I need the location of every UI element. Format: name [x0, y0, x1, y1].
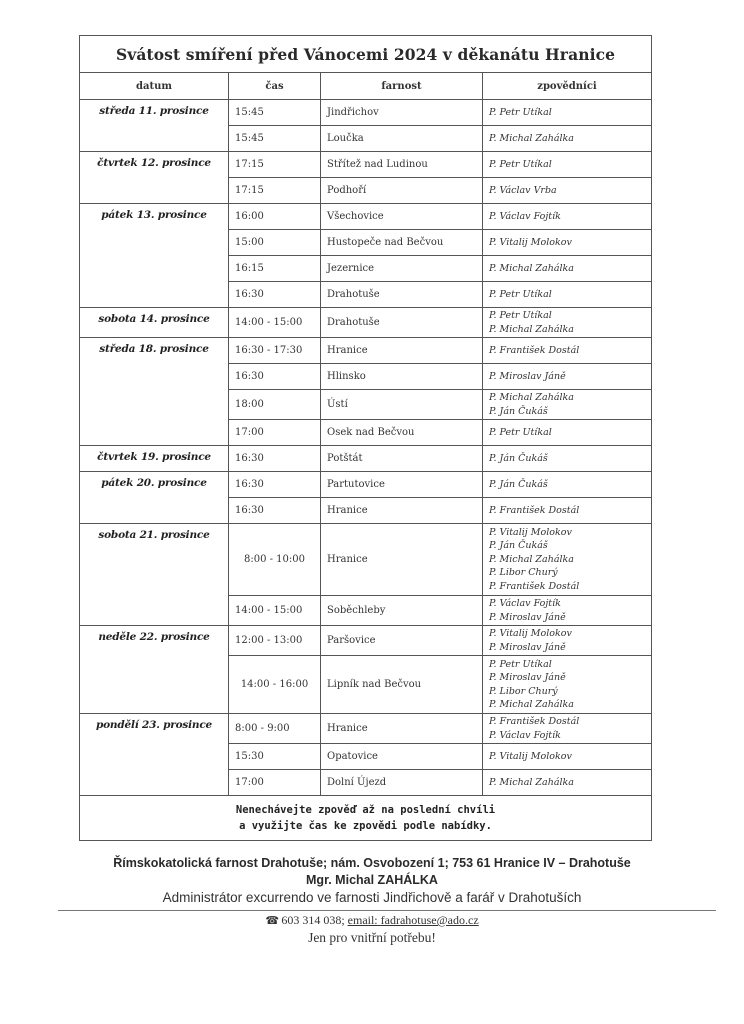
confessor-name: P. Miroslav Jáně [489, 641, 566, 653]
confessor-name: P. Miroslav Jáně [489, 672, 566, 683]
confessors-cell [483, 472, 652, 498]
confessor-name: P. Ján Čukáš [489, 452, 548, 464]
time-cell: 12:00 - 13:00 [229, 626, 321, 656]
confessor-name: P. Ján Čukáš [489, 540, 548, 552]
parish-cell: Partutovice [321, 472, 483, 498]
column-header-confessors: zpovědníci [483, 73, 652, 100]
column-header-row [80, 73, 652, 100]
confessor-name: P. Vitalij Molokov [489, 750, 572, 762]
parish-cell: Střítež nad Ludinou [321, 152, 483, 178]
table-row [80, 204, 652, 230]
parish-cell: Hranice [321, 714, 483, 744]
time-cell: 15:30 [229, 744, 321, 770]
table-row [80, 524, 652, 596]
time-cell: 14:00 - 15:00 [229, 596, 321, 626]
email-label: email: [347, 913, 378, 927]
time-cell: 17:15 [229, 178, 321, 204]
table-row [80, 714, 652, 744]
confessors-cell [483, 714, 652, 744]
time-cell: 16:30 [229, 364, 321, 390]
confessor-name: P. Michal Zahálka [489, 323, 574, 335]
confessor-name: P. Ján Čukáš [489, 478, 548, 490]
confessor-name: P. Michal Zahálka [489, 699, 574, 710]
notice [80, 796, 652, 841]
confessor-name: P. Michal Zahálka [489, 262, 574, 274]
date-cell: středa 18. prosince [80, 338, 229, 446]
parish-cell: Ústí [321, 390, 483, 420]
confessors-cell [483, 498, 652, 524]
time-cell: 14:00 - 16:00 [229, 656, 321, 714]
priest-name: Mgr. Michal ZAHÁLKA [306, 873, 438, 887]
date-cell: pátek 13. prosince [80, 204, 229, 308]
parish-cell: Dolní Újezd [321, 770, 483, 796]
confessor-name: P. Michal Zahálka [489, 776, 574, 788]
time-cell: 16:15 [229, 256, 321, 282]
confessors-cell [483, 770, 652, 796]
confessor-name: P. Petr Utíkal [489, 288, 552, 300]
time-cell: 8:00 - 9:00 [229, 714, 321, 744]
date-cell: sobota 14. prosince [80, 308, 229, 338]
parish-cell: Jezernice [321, 256, 483, 282]
confessor-name: P. Libor Churý [489, 685, 558, 697]
time-cell: 16:30 - 17:30 [229, 338, 321, 364]
schedule-table [79, 35, 652, 841]
footer-divider [58, 910, 716, 911]
parish-cell: Opatovice [321, 744, 483, 770]
time-cell: 8:00 - 10:00 [229, 524, 321, 596]
time-cell: 16:00 [229, 204, 321, 230]
confessors-cell [483, 626, 652, 656]
confessors-cell [483, 230, 652, 256]
time-cell: 15:45 [229, 126, 321, 152]
confessor-name: P. Petr Utíkal [489, 310, 552, 321]
table-row [80, 626, 652, 656]
parish-cell: Hustopeče nad Bečvou [321, 230, 483, 256]
confessor-name: P. Petr Utíkal [489, 426, 552, 438]
table-row [80, 472, 652, 498]
time-cell: 17:00 [229, 420, 321, 446]
time-cell: 18:00 [229, 390, 321, 420]
time-cell: 14:00 - 15:00 [229, 308, 321, 338]
date-cell: neděle 22. prosince [80, 626, 229, 714]
column-header-parish: farnost [321, 73, 483, 100]
document-title: Svátost smíření před Vánocemi 2024 v děkanátu Hranice [80, 36, 652, 73]
date-cell: středa 11. prosince [80, 100, 229, 152]
table-row [80, 338, 652, 364]
confessor-name: P. Miroslav Jáně [489, 611, 566, 623]
confessor-name: P. Vitalij Molokov [489, 236, 572, 248]
parish-cell: Loučka [321, 126, 483, 152]
time-cell: 17:15 [229, 152, 321, 178]
confessors-cell [483, 204, 652, 230]
notice-line-1: Nenechávejte zpověď až na poslední chvíli [235, 804, 496, 816]
confessor-name: P. Petr Utíkal [489, 158, 552, 170]
confessors-cell [483, 152, 652, 178]
confessor-name: P. Petr Utíkal [489, 106, 552, 118]
time-cell: 17:00 [229, 770, 321, 796]
confessors-cell [483, 338, 652, 364]
confessor-name: P. Petr Utíkal [489, 658, 552, 670]
time-cell: 15:00 [229, 230, 321, 256]
confessors-cell [483, 420, 652, 446]
schedule-body [80, 100, 652, 796]
parish-cell: Všechovice [321, 204, 483, 230]
confessor-name: P. František Dostál [489, 716, 580, 727]
parish-cell: Hranice [321, 524, 483, 596]
time-cell: 16:30 [229, 472, 321, 498]
parish-cell: Hranice [321, 338, 483, 364]
confessor-name: P. Václav Vrba [489, 184, 557, 196]
table-row [80, 308, 652, 338]
time-cell: 15:45 [229, 100, 321, 126]
date-cell: sobota 21. prosince [80, 524, 229, 626]
confessor-name: P. František Dostál [489, 344, 580, 356]
parish-cell: Jindřichov [321, 100, 483, 126]
confessor-name: P. Vitalij Molokov [489, 526, 572, 538]
confessors-cell [483, 256, 652, 282]
confessors-cell [483, 744, 652, 770]
confessors-cell [483, 282, 652, 308]
parish-cell: Paršovice [321, 626, 483, 656]
parish-cell: Hlinsko [321, 364, 483, 390]
phone-icon: ☎ [265, 915, 280, 927]
parish-cell: Drahotuše [321, 282, 483, 308]
confessor-name: P. Václav Fojtík [489, 598, 561, 609]
confessors-cell [483, 178, 652, 204]
table-row [80, 100, 652, 126]
confessor-name: P. Michal Zahálka [489, 132, 574, 144]
date-cell: čtvrtek 19. prosince [80, 446, 229, 472]
internal-use-note: Jen pro vnitřní potřebu! [308, 930, 436, 945]
confessor-name: P. Ján Čukáš [489, 405, 548, 417]
time-cell: 16:30 [229, 446, 321, 472]
confessor-name: P. Vitalij Molokov [489, 628, 572, 639]
confessor-name: P. Michal Zahálka [489, 553, 574, 565]
email-link[interactable]: fadrahotuse@ado.cz [380, 913, 479, 927]
date-cell: pondělí 23. prosince [80, 714, 229, 796]
parish-cell: Drahotuše [321, 308, 483, 338]
priest-role: Administrátor excurrendo ve farnosti Jindřichově a farář v Drahotuších [162, 890, 582, 905]
column-header-date: datum [80, 73, 229, 100]
parish-cell: Podhoří [321, 178, 483, 204]
confessors-cell [483, 446, 652, 472]
confessors-cell [483, 596, 652, 626]
confessors-cell [483, 100, 652, 126]
parish-cell: Lipník nad Bečvou [321, 656, 483, 714]
confessor-name: P. František Dostál [489, 580, 580, 592]
date-cell: pátek 20. prosince [80, 472, 229, 524]
confessor-name: P. Václav Fojtík [489, 729, 561, 741]
parish-cell: Hranice [321, 498, 483, 524]
confessors-cell [483, 126, 652, 152]
confessor-name: P. Libor Churý [489, 567, 558, 579]
parish-cell: Potštát [321, 446, 483, 472]
parish-cell: Soběchleby [321, 596, 483, 626]
confessor-name: P. Václav Fojtík [489, 210, 561, 222]
confessors-cell [483, 308, 652, 338]
confessor-name: P. Miroslav Jáně [489, 370, 566, 382]
table-row [80, 446, 652, 472]
confessors-cell [483, 524, 652, 596]
table-row [80, 152, 652, 178]
time-cell: 16:30 [229, 498, 321, 524]
confessors-cell [483, 364, 652, 390]
confessors-cell [483, 656, 652, 714]
notice-line-2: a využijte čas ke zpovědi podle nabídky. [239, 820, 492, 832]
time-cell: 16:30 [229, 282, 321, 308]
parish-address: Římskokatolická farnost Drahotuše; nám. Osvobození 1; 753 61 Hranice IV – Drahotuše [113, 856, 631, 870]
phone-number: 603 314 038; [281, 913, 345, 927]
parish-cell: Osek nad Bečvou [321, 420, 483, 446]
confessor-name: P. Michal Zahálka [489, 392, 574, 403]
confessor-name: P. František Dostál [489, 504, 580, 516]
confessors-cell [483, 390, 652, 420]
date-cell: čtvrtek 12. prosince [80, 152, 229, 204]
column-header-time: čas [229, 73, 321, 100]
contact-line [0, 913, 744, 928]
